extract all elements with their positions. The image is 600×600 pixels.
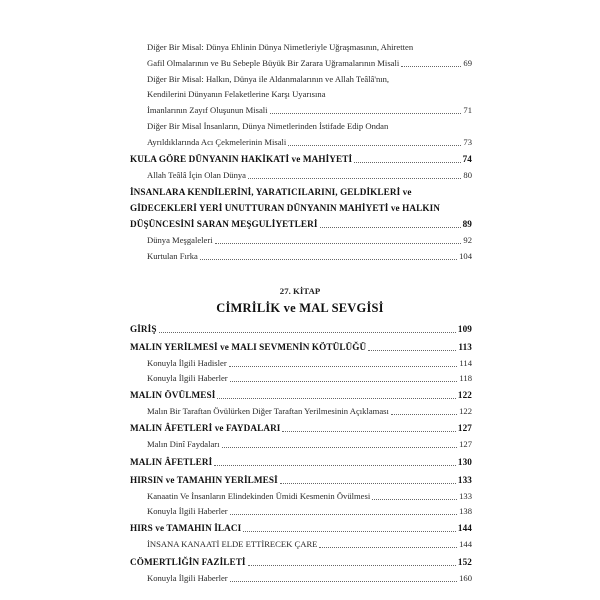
page-number: 113 bbox=[458, 342, 472, 352]
toc-entry-label: Malın Bir Taraftan Övülürken Diğer Taraftan Yerilmesinin Açıklaması bbox=[147, 406, 389, 416]
leader-dots bbox=[372, 499, 457, 500]
toc-entry-label: Kurtulan Fırka bbox=[147, 251, 198, 261]
leader-dots bbox=[230, 514, 457, 515]
toc-entry[interactable] bbox=[147, 538, 472, 550]
page-number: 144 bbox=[457, 523, 472, 533]
page-number: 127 bbox=[459, 439, 472, 449]
leader-dots bbox=[368, 350, 456, 351]
page-number: 122 bbox=[457, 390, 472, 400]
page-number: 138 bbox=[459, 506, 472, 516]
toc-section-line: İNSANLARA KENDİLERİNİ, YARATICILARINI, GELDİKLERİ ve bbox=[130, 187, 412, 197]
leader-dots bbox=[229, 366, 458, 367]
toc-entry-label: Allah Teâlâ İçin Olan Dünya bbox=[147, 170, 246, 180]
leader-dots bbox=[215, 243, 462, 244]
leader-dots bbox=[222, 447, 458, 448]
toc-entry[interactable] bbox=[147, 438, 472, 450]
leader-dots bbox=[270, 113, 462, 114]
page-number: 92 bbox=[463, 235, 472, 245]
book-number: 27. KİTAP bbox=[279, 286, 321, 296]
leader-dots bbox=[280, 483, 456, 484]
toc-entry-line: Diğer Bir Misal: Dünya Ehlinin Dünya Nimetleriyle Uğraşmasının, Ahiretten bbox=[147, 42, 414, 52]
page-number: 73 bbox=[463, 137, 472, 147]
page-number: 130 bbox=[457, 457, 472, 467]
toc-entry[interactable] bbox=[147, 490, 472, 502]
toc-section-title: GİRİŞ bbox=[130, 324, 157, 334]
toc-entry[interactable] bbox=[147, 250, 472, 262]
page-number: 144 bbox=[459, 539, 472, 549]
leader-dots bbox=[288, 145, 461, 146]
toc-entry-label: Konuyla İlgili Haberler bbox=[147, 573, 228, 583]
toc-section-title: MALIN ÂFETLERİ bbox=[130, 457, 213, 467]
toc-section[interactable] bbox=[130, 153, 472, 165]
toc-entry-label: Ayrıldıklarında Acı Çekmelerinin Misali bbox=[147, 137, 287, 147]
page-number: 133 bbox=[457, 475, 472, 485]
toc-section-line: GİDECEKLERİ YERİ UNUTTURAN DÜNYANIN MAHİYETİ ve HALKIN bbox=[130, 203, 440, 213]
leader-dots bbox=[354, 162, 460, 163]
toc-entry[interactable] bbox=[147, 104, 472, 116]
leader-dots bbox=[230, 381, 458, 382]
leader-dots bbox=[401, 66, 461, 67]
toc-entry-label: Kanaatin Ve İnsanların Elindekinden Ümidi Kesmenin Övülmesi bbox=[147, 491, 371, 501]
toc-section[interactable] bbox=[130, 341, 472, 353]
toc-section[interactable] bbox=[130, 422, 472, 434]
toc-section-title: KULA GÖRE DÜNYANIN HAKİKATİ ve MAHİYETİ bbox=[130, 154, 353, 164]
page-number: 74 bbox=[462, 154, 472, 164]
page-number: 160 bbox=[459, 573, 472, 583]
toc-entry-label: Konuyla İlgili Hadisler bbox=[147, 358, 227, 368]
toc-section[interactable] bbox=[130, 556, 472, 568]
leader-dots bbox=[248, 565, 456, 566]
leader-dots bbox=[391, 414, 457, 415]
toc-section-title: CÖMERTLİĞİN FAZİLETİ bbox=[130, 557, 246, 567]
book-title: CİMRİLİK ve MAL SEVGİSİ bbox=[216, 301, 384, 315]
toc-section-title: MALIN ÂFETLERİ ve FAYDALARI bbox=[130, 423, 281, 433]
page-number: 152 bbox=[457, 557, 472, 567]
toc-section[interactable] bbox=[130, 323, 472, 335]
page-number: 114 bbox=[459, 358, 472, 368]
toc-entry[interactable] bbox=[147, 572, 472, 584]
leader-dots bbox=[200, 259, 457, 260]
page-number: 122 bbox=[459, 406, 472, 416]
leader-dots bbox=[217, 398, 456, 399]
toc-section-title: HIRSIN ve TAMAHIN YERİLMESİ bbox=[130, 475, 278, 485]
toc-entry[interactable] bbox=[147, 169, 472, 181]
toc-section[interactable] bbox=[130, 456, 472, 468]
toc-section-title: DÜŞÜNCESİNİ SARAN MEŞGULİYETLERİ bbox=[130, 219, 318, 229]
page-number: 109 bbox=[457, 324, 472, 334]
leader-dots bbox=[159, 332, 456, 333]
toc-entry-line: Diğer Bir Misal İnsanların, Dünya Nimetlerinden İstifade Edip Ondan bbox=[147, 121, 389, 131]
toc-section[interactable] bbox=[130, 474, 472, 486]
page-number: 104 bbox=[459, 251, 472, 261]
leader-dots bbox=[230, 581, 457, 582]
page-number: 118 bbox=[459, 373, 472, 383]
toc-entry-label: İmanlarının Zayıf Oluşunun Misali bbox=[147, 105, 268, 115]
toc-entry[interactable] bbox=[147, 357, 472, 369]
toc-entry[interactable] bbox=[147, 372, 472, 384]
toc-entry-label: İNSANA KANAATİ ELDE ETTİRECEK ÇARE bbox=[147, 539, 318, 549]
leader-dots bbox=[282, 431, 455, 432]
toc-entry-label: Konuyla İlgili Haberler bbox=[147, 506, 228, 516]
page-number: 89 bbox=[462, 219, 472, 229]
toc-entry-line: Kendilerini Dünyanın Felaketlerine Karşı Uyarısına bbox=[147, 89, 326, 99]
toc-entry[interactable] bbox=[147, 57, 472, 69]
toc-entry-label: Malın Dinî Faydaları bbox=[147, 439, 220, 449]
toc-section-title: MALIN YERİLMESİ ve MALI SEVMENİN KÖTÜLÜĞÜ bbox=[130, 342, 367, 352]
leader-dots bbox=[214, 465, 456, 466]
page-number: 127 bbox=[457, 423, 472, 433]
toc-entry-label: Konuyla İlgili Haberler bbox=[147, 373, 228, 383]
toc-entry[interactable] bbox=[147, 234, 472, 246]
leader-dots bbox=[248, 178, 461, 179]
toc-entry[interactable] bbox=[147, 505, 472, 517]
leader-dots bbox=[319, 547, 457, 548]
toc-section[interactable] bbox=[130, 389, 472, 401]
page-number: 71 bbox=[463, 105, 472, 115]
page-number: 80 bbox=[463, 170, 472, 180]
page-number: 69 bbox=[463, 58, 472, 68]
toc-entry-label: Dünya Meşgaleleri bbox=[147, 235, 213, 245]
toc-section-title: HIRS ve TAMAHIN İLACI bbox=[130, 523, 242, 533]
toc-section[interactable] bbox=[130, 522, 472, 534]
toc-entry-label: Gafil Olmalarının ve Bu Sebeple Büyük Bir Zarara Uğramalarının Misali bbox=[147, 58, 400, 68]
leader-dots bbox=[320, 227, 461, 228]
toc-entry[interactable] bbox=[147, 405, 472, 417]
toc-entry-line: Diğer Bir Misal: Halkın, Dünya ile Aldanmalarının ve Allah Teâlâ'nın, bbox=[147, 74, 390, 84]
toc-section[interactable] bbox=[130, 218, 472, 230]
toc-section-title: MALIN ÖVÜLMESİ bbox=[130, 390, 216, 400]
leader-dots bbox=[243, 531, 456, 532]
toc-entry[interactable] bbox=[147, 136, 472, 148]
page-number: 133 bbox=[459, 491, 472, 501]
